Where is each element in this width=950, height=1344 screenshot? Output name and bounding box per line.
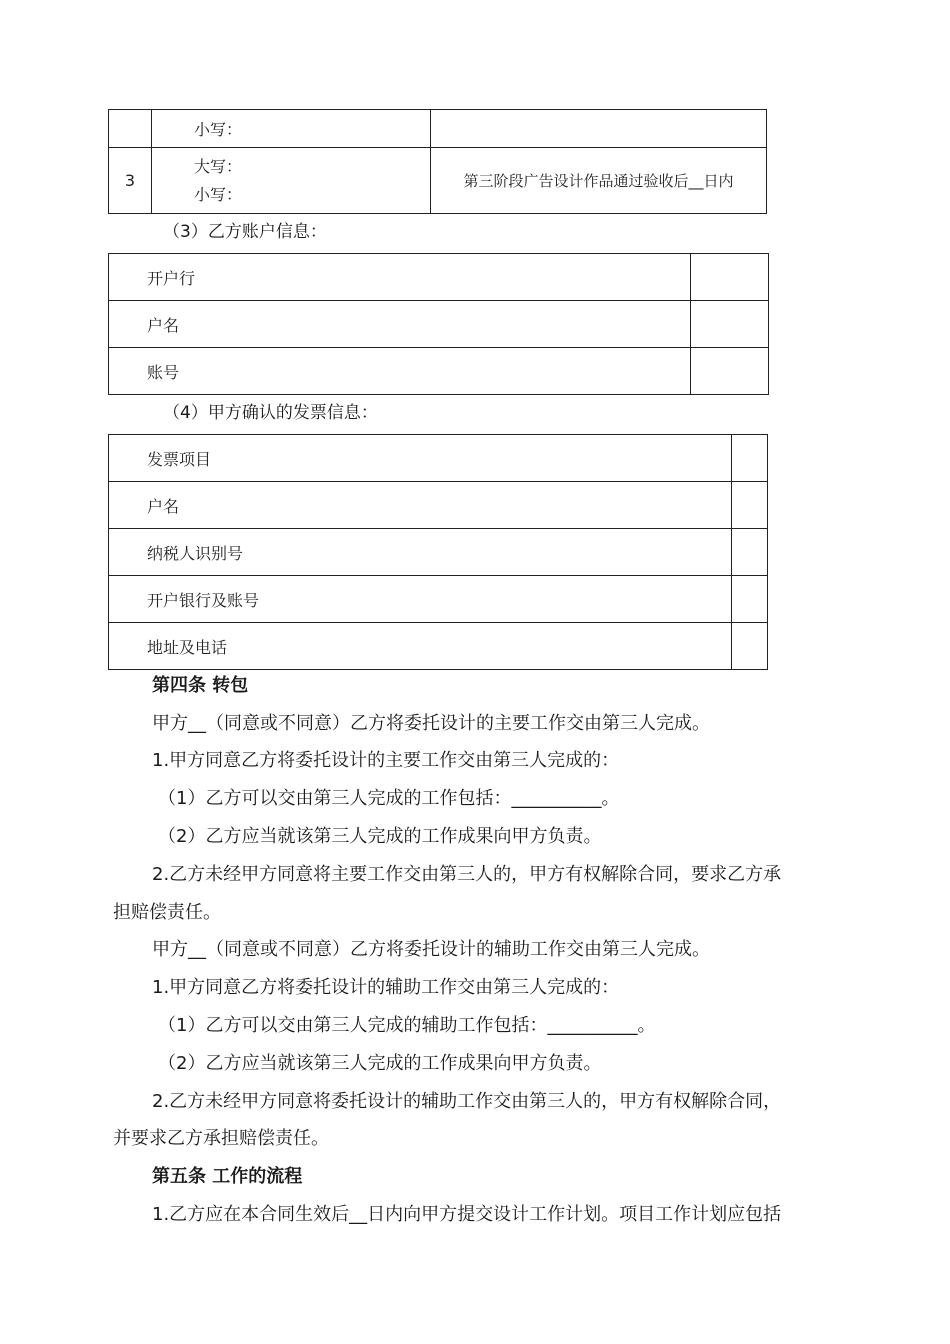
account-row <box>109 254 769 301</box>
article-4-line: （2）乙方应当就该第三人完成的工作成果向甲方负责。 <box>158 826 602 847</box>
account-value <box>691 348 769 395</box>
invoice-value <box>732 623 768 670</box>
article-4-line: （1）乙方可以交由第三人完成的工作包括：__________。 <box>158 788 620 809</box>
account-label: 开户行 <box>109 254 691 301</box>
invoice-label: 开户银行及账号 <box>109 576 732 623</box>
invoice-table <box>108 434 768 670</box>
invoice-label: 户名 <box>109 482 732 529</box>
article-4-line: 2.乙方未经甲方同意将委托设计的辅助工作交由第三人的，甲方有权解除合同， <box>152 1091 782 1112</box>
invoice-row <box>109 482 768 529</box>
stage-number: 3 <box>124 171 136 190</box>
invoice-row <box>109 623 768 670</box>
payment-amount-cell <box>152 110 431 148</box>
payment-condition-cell <box>431 148 767 214</box>
account-row <box>109 301 769 348</box>
invoice-row <box>109 435 768 482</box>
payment-table <box>108 109 767 214</box>
payment-row-2 <box>109 148 767 214</box>
invoice-value <box>732 529 768 576</box>
payment-index-cell <box>109 148 152 214</box>
account-heading: （3）乙方账户信息： <box>163 222 327 242</box>
invoice-value <box>732 435 768 482</box>
small-amount-label: 小写： <box>194 120 243 139</box>
article-5-line: 1.乙方应在本合同生效后__日内向甲方提交设计工作计划。项目工作计划应包括 <box>152 1204 782 1225</box>
account-table <box>108 253 769 395</box>
account-label: 户名 <box>109 301 691 348</box>
article-4-title: 第四条 转包 <box>152 675 249 696</box>
article-4-line: 担赔偿责任。 <box>113 902 221 923</box>
account-row <box>109 348 769 395</box>
account-value <box>691 301 769 348</box>
account-value <box>691 254 769 301</box>
small-amount-label: 小写： <box>194 184 243 204</box>
article-4-line: （1）乙方可以交由第三人完成的辅助工作包括：__________。 <box>158 1015 656 1036</box>
article-4-line: 并要求乙方承担赔偿责任。 <box>113 1128 329 1149</box>
invoice-value <box>732 482 768 529</box>
account-label: 账号 <box>109 348 691 395</box>
invoice-label: 地址及电话 <box>109 623 732 670</box>
article-4-line: 2.乙方未经甲方同意将主要工作交由第三人的，甲方有权解除合同，要求乙方承 <box>152 864 782 885</box>
invoice-value <box>732 576 768 623</box>
article-4-line: 甲方__（同意或不同意）乙方将委托设计的辅助工作交由第三人完成。 <box>152 939 710 960</box>
payment-index-cell <box>109 110 152 148</box>
payment-amount-cell <box>152 148 431 214</box>
invoice-heading: （4）甲方确认的发票信息： <box>163 403 378 423</box>
big-amount-label: 大写： <box>194 156 243 176</box>
article-4-line: 甲方__（同意或不同意）乙方将委托设计的主要工作交由第三人完成。 <box>152 713 710 734</box>
payment-row-1 <box>109 110 767 148</box>
invoice-row <box>109 576 768 623</box>
payment-condition-text: 第三阶段广告设计作品通过验收后__日内 <box>463 172 734 190</box>
invoice-label: 纳税人识别号 <box>109 529 732 576</box>
payment-condition-cell <box>431 110 767 148</box>
article-4-line: （2）乙方应当就该第三人完成的工作成果向甲方负责。 <box>158 1053 602 1074</box>
invoice-label: 发票项目 <box>109 435 732 482</box>
article-4-line: 1.甲方同意乙方将委托设计的主要工作交由第三人完成的： <box>152 750 620 771</box>
invoice-row <box>109 529 768 576</box>
article-4-line: 1.甲方同意乙方将委托设计的辅助工作交由第三人完成的： <box>152 977 620 998</box>
article-5-title: 第五条 工作的流程 <box>152 1166 303 1187</box>
